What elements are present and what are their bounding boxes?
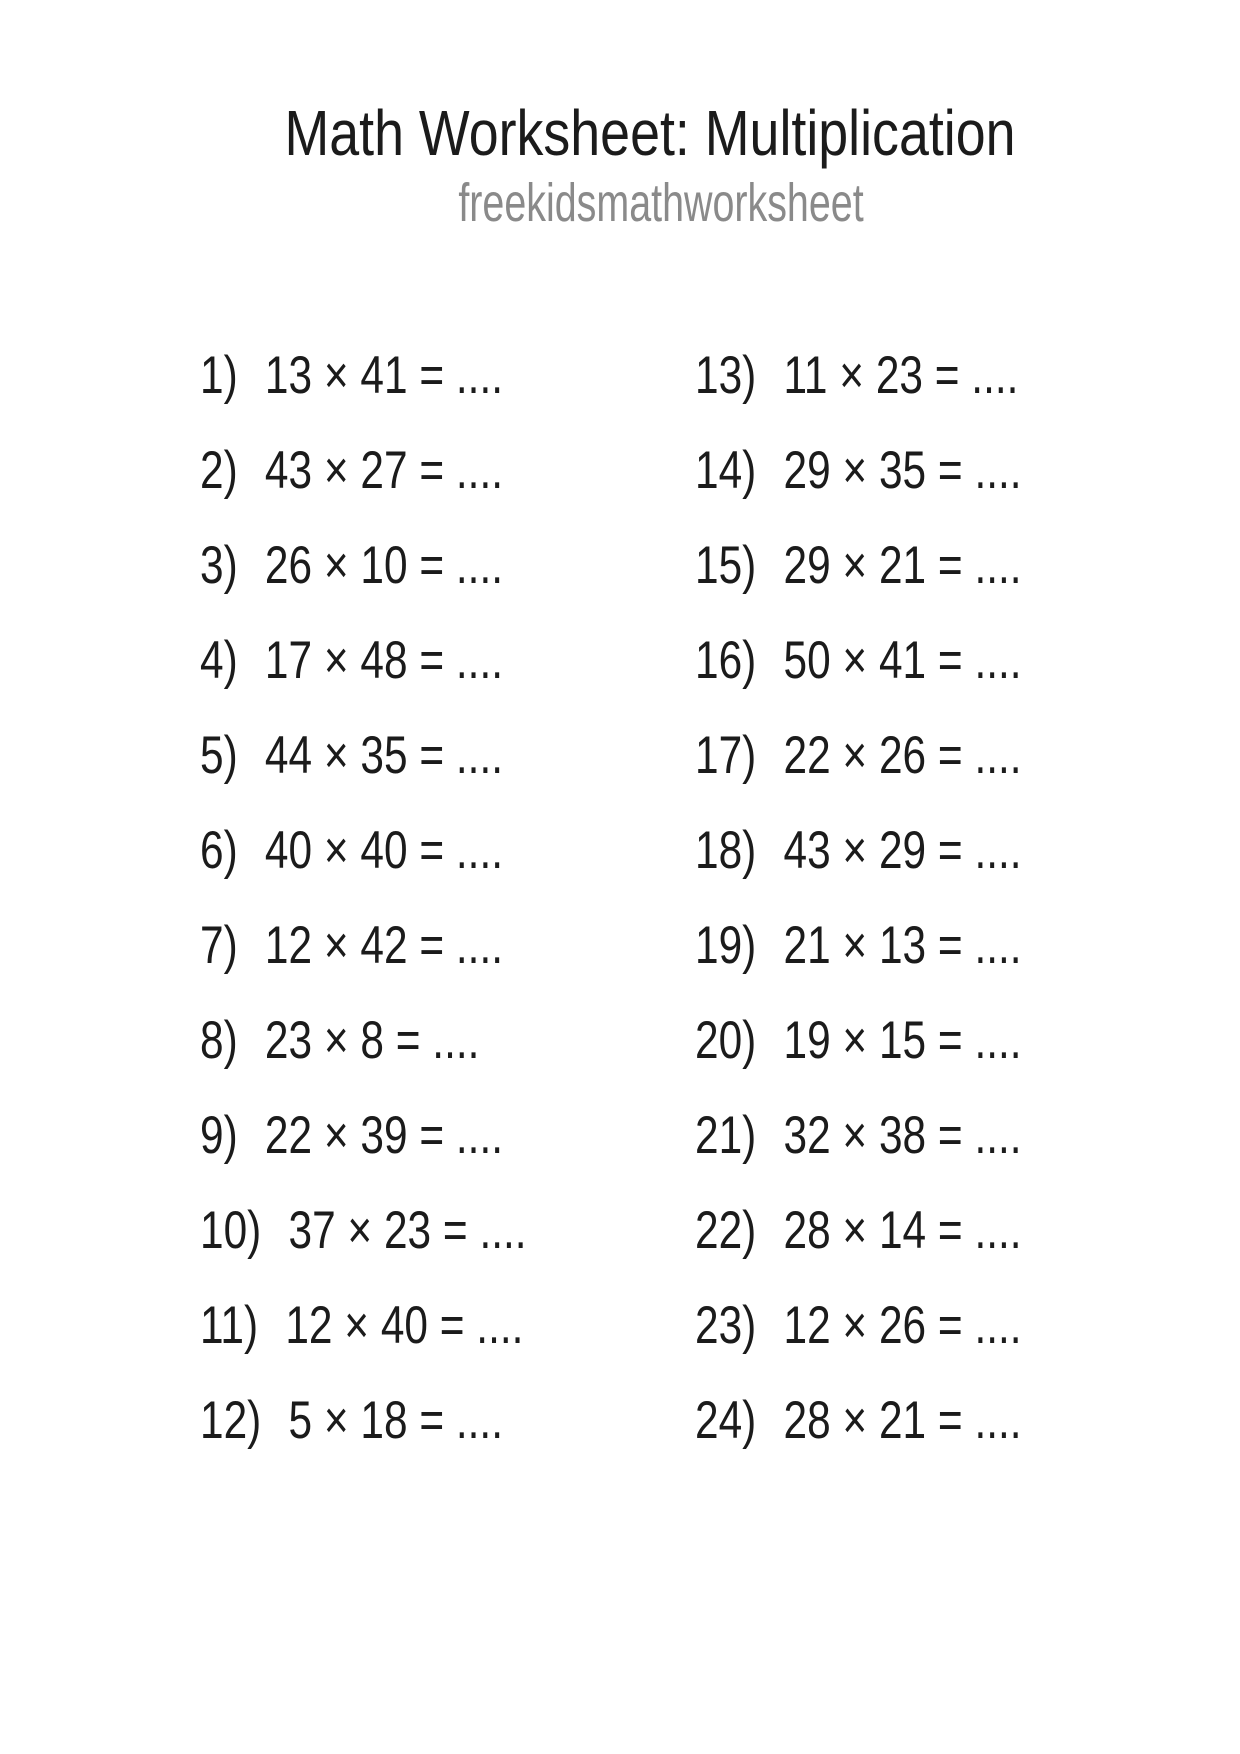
problem-row xyxy=(200,1278,600,1373)
problem-row xyxy=(695,328,1095,423)
problem-expression: 44 × 35 = .... xyxy=(264,726,503,785)
problem-row xyxy=(200,328,600,423)
problem-row xyxy=(695,1278,1095,1373)
problem-row xyxy=(200,1088,600,1183)
problem-number: 6) xyxy=(200,821,238,880)
problem-expression: 12 × 26 = .... xyxy=(783,1296,1022,1355)
problem-number: 22) xyxy=(695,1201,757,1260)
problem-number: 4) xyxy=(200,631,238,690)
problem-number: 9) xyxy=(200,1106,238,1165)
problem-expression: 19 × 15 = .... xyxy=(783,1011,1022,1070)
problem-number: 24) xyxy=(695,1391,757,1450)
problem-number: 10) xyxy=(200,1201,262,1260)
problem-expression: 29 × 35 = .... xyxy=(783,441,1022,500)
problem-row xyxy=(695,518,1095,613)
problem-expression: 37 × 23 = .... xyxy=(288,1201,527,1260)
problem-number: 23) xyxy=(695,1296,757,1355)
problem-number: 18) xyxy=(695,821,757,880)
problem-row xyxy=(200,708,600,803)
problem-row xyxy=(200,1183,600,1278)
problem-expression: 43 × 27 = .... xyxy=(264,441,503,500)
problems-column-left xyxy=(200,328,700,1468)
problem-expression: 26 × 10 = .... xyxy=(264,536,503,595)
problem-expression: 43 × 29 = .... xyxy=(783,821,1022,880)
problem-expression: 28 × 14 = .... xyxy=(783,1201,1022,1260)
problem-number: 8) xyxy=(200,1011,238,1070)
problem-expression: 11 × 23 = .... xyxy=(783,346,1019,405)
problem-row xyxy=(695,1373,1095,1468)
problem-row xyxy=(200,993,600,1088)
problem-number: 2) xyxy=(200,441,238,500)
problem-number: 20) xyxy=(695,1011,757,1070)
problem-row xyxy=(200,518,600,613)
problem-expression: 22 × 39 = .... xyxy=(264,1106,503,1165)
problem-number: 1) xyxy=(200,346,238,405)
problem-number: 7) xyxy=(200,916,238,975)
problem-row xyxy=(200,613,600,708)
problem-number: 19) xyxy=(695,916,757,975)
problem-row xyxy=(695,1088,1095,1183)
problem-number: 3) xyxy=(200,536,238,595)
problem-row xyxy=(695,1183,1095,1278)
problem-expression: 17 × 48 = .... xyxy=(264,631,503,690)
problem-expression: 22 × 26 = .... xyxy=(783,726,1022,785)
problem-row xyxy=(200,1373,600,1468)
problem-row xyxy=(695,993,1095,1088)
problem-number: 17) xyxy=(695,726,757,785)
problem-expression: 5 × 18 = .... xyxy=(288,1391,503,1450)
problems-column-right xyxy=(695,328,1195,1468)
problem-number: 12) xyxy=(200,1391,262,1450)
problem-number: 14) xyxy=(695,441,757,500)
problem-row xyxy=(200,423,600,518)
problem-row xyxy=(200,898,600,993)
problem-number: 15) xyxy=(695,536,757,595)
problem-expression: 40 × 40 = .... xyxy=(264,821,503,880)
problem-row xyxy=(200,803,600,898)
problem-number: 11) xyxy=(200,1296,259,1355)
problem-number: 13) xyxy=(695,346,757,405)
problem-number: 5) xyxy=(200,726,238,785)
problem-expression: 21 × 13 = .... xyxy=(783,916,1022,975)
problem-row xyxy=(695,423,1095,518)
problem-expression: 23 × 8 = .... xyxy=(264,1011,480,1070)
problem-expression: 12 × 40 = .... xyxy=(285,1296,524,1355)
page-subtitle: freekidsmathworksheet xyxy=(458,173,864,233)
problem-expression: 29 × 21 = .... xyxy=(783,536,1022,595)
problem-expression: 12 × 42 = .... xyxy=(264,916,503,975)
problem-number: 21) xyxy=(695,1106,757,1165)
problem-row xyxy=(695,613,1095,708)
problem-row xyxy=(695,708,1095,803)
problem-row xyxy=(695,803,1095,898)
problem-expression: 28 × 21 = .... xyxy=(783,1391,1022,1450)
problem-expression: 32 × 38 = .... xyxy=(783,1106,1022,1165)
problem-expression: 50 × 41 = .... xyxy=(783,631,1022,690)
page-title: Math Worksheet: Multiplication xyxy=(284,97,1016,169)
problem-row xyxy=(695,898,1095,993)
problem-number: 16) xyxy=(695,631,757,690)
problem-expression: 13 × 41 = .... xyxy=(264,346,503,405)
